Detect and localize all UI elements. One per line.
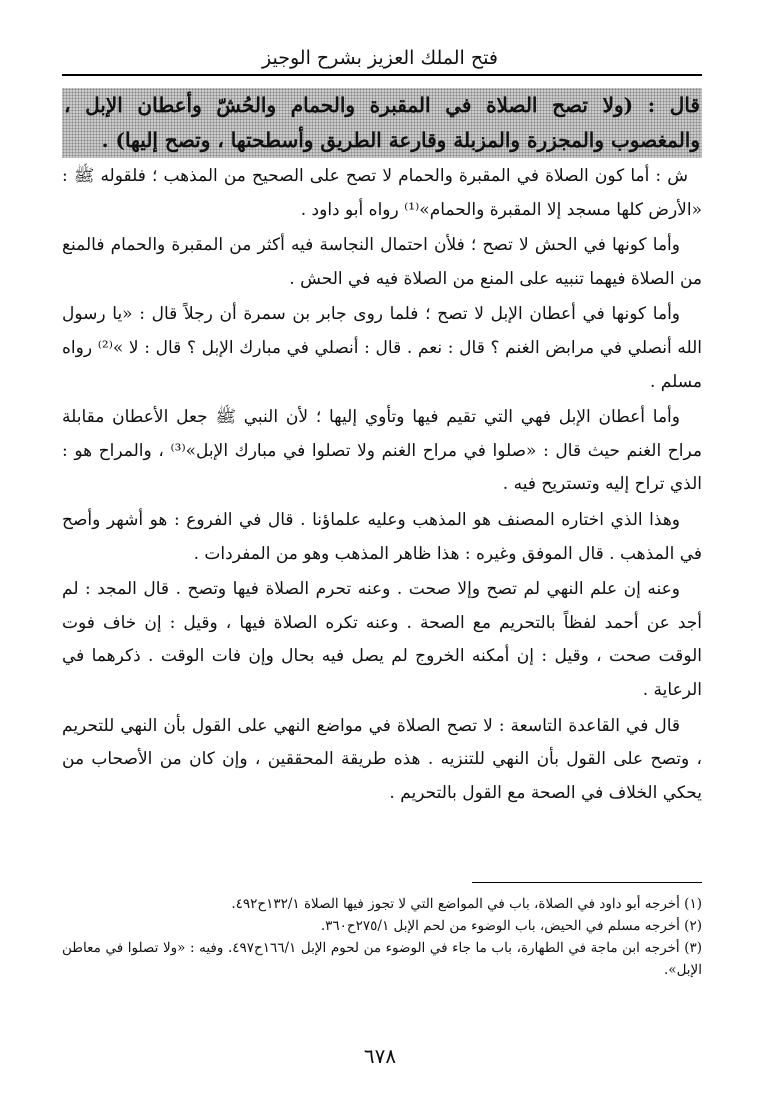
footnotes	[62, 893, 702, 981]
footnote: (٣) أخرجه ابن ماجة في الطهارة، باب ما جاء في الوضوء من لحوم الإبل ١٦٦/١ح٤٩٧. وفيه : «ولا تصلوا في معاطن الإبل».	[62, 940, 703, 978]
header-rule	[62, 74, 702, 76]
commentary-body	[62, 160, 702, 812]
paragraph: وهذا الذي اختاره المصنف هو المذهب وعليه علماؤنا . قال في الفروع : هو أشهر وأصح في المذهب . قال الموفق وغيره : هذا ظاهر المذهب وهو من المفردات .	[62, 509, 702, 564]
paragraph: وأما كونها في أعطان الإبل لا تصح ؛ فلما روى جابر بن سمرة أن رجلاً قال : «يا رسول الله أنصلي في مرابض الغنم ؟ قال : نعم . قال : أنصلي في مبارك الإبل ؟ قال : لا »⁽²⁾ رواه مسلم .	[62, 304, 702, 392]
paragraph: وأما أعطان الإبل فهي التي تقيم فيها وتأوي إليها ؛ لأن النبي ﷺ جعل الأعطان مقابلة مراح الغنم حيث قال : «صلوا في مراح الغنم ولا تصلوا في مبارك الإبل»⁽³⁾ ، والمراح هو : الذي تراح إليه وتستريح فيه .	[62, 407, 702, 495]
running-title: فتح الملك العزيز بشرح الوجيز	[262, 47, 498, 69]
page-number: ٦٧٨	[363, 1044, 397, 1068]
footnote: (٢) أخرجه مسلم في الحيض، باب الوضوء من لحم الإبل ٢٧٥/١ح٣٦٠.	[320, 918, 702, 934]
matn-highlighted-passage: قال : (ولا تصح الصلاة في المقبرة والحمام والحُشّ وأعطان الإبل ، والمغصوب والمجزرة والمزبلة وقارعة الطريق وأسطحتها ، وتصح إليها) .	[62, 88, 702, 158]
paragraph: ش : أما كون الصلاة في المقبرة والحمام لا تصح على الصحيح من المذهب ؛ فلقوله ﷺ : «الأرض كلها مسجد إلا المقبرة والحمام»⁽¹⁾ رواه أبو داود .	[62, 166, 702, 220]
paragraph: وأما كونها في الحش لا تصح ؛ فلأن احتمال النجاسة فيه أكثر من المقبرة والحمام فالمنع من الصلاة فيهما تنبيه على المنع من الصلاة فيه في الحش .	[62, 235, 702, 289]
footnote: (١) أخرجه أبو داود في الصلاة، باب في المواضع التي لا تجوز فيها الصلاة ١٣٢/١ح٤٩٢.	[231, 896, 702, 912]
paragraph: وعنه إن علم النهي لم تصح وإلا صحت . وعنه تحرم الصلاة فيها وتصح . قال المجد : لم أجد عن أحمد لفظاً بالتحريم مع الصحة . وعنه تكره الصلاة فيها ، وقيل : إن خاف فوت الوقت صحت ، وقيل : إن أمكنه الخروج لم يصل فيه بحال وإن فات الوقت . ذكرهما في الرعاية .	[62, 579, 702, 700]
footnote-separator	[472, 882, 702, 883]
paragraph: قال في القاعدة التاسعة : لا تصح الصلاة في مواضع النهي على القول بأن النهي للتحريم ، وتصح على القول بأن النهي للتنزيه . هذه طريقة المحققين ، وإن كان من الأصحاب من يحكي الخلاف في الصحة مع القول بالتحريم .	[62, 715, 702, 803]
